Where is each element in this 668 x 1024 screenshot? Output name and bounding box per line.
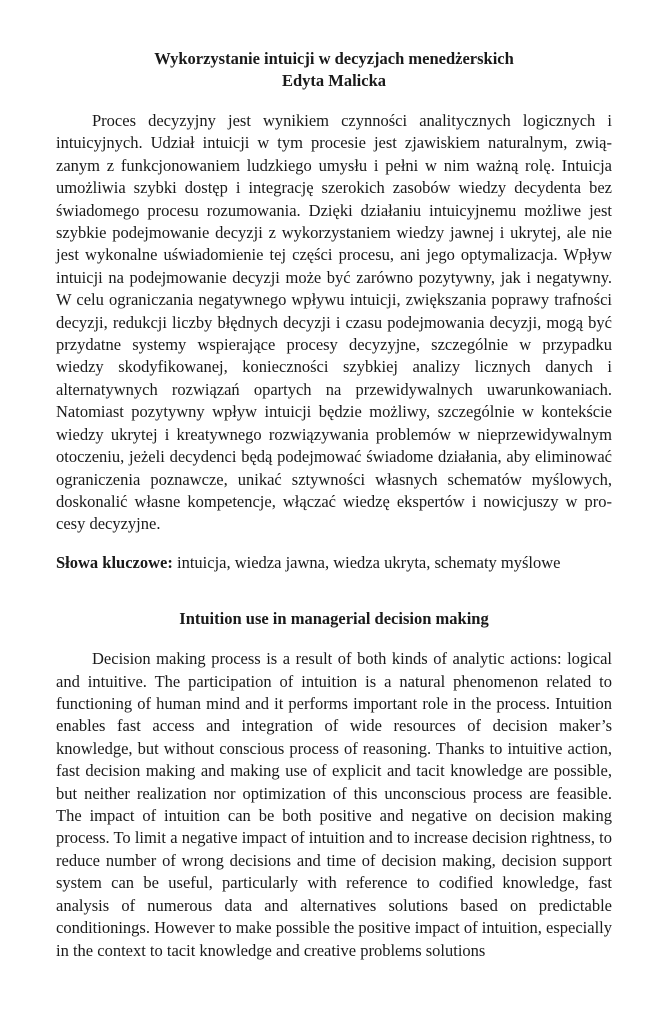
keywords-label: Słowa kluczowe: bbox=[56, 553, 173, 573]
paper-title-en: Intuition use in managerial decision making bbox=[179, 609, 489, 629]
paper-page bbox=[56, 48, 612, 978]
abstract-en: Decision making process is a result of both kinds of analytic actions: logical and intuitive. The participation of intuition is a natural phenomenon related to functioning of human mind and it performs important role in the process. Intuition enables fast access and integration of wide resources of decision maker’s knowledge, but without conscious process of reasoning. Thanks to intuitive action, fast decision making and making use of explicit and tacit knowledge are possible, but neither realization nor optimization of this unconscious process are feasible. The impact of intuition can be both positive and negative on decision making process. To limit a negative impact of intuition and to increase decision rightness, to reduce number of wrong decisions and time of decision making, decision support system can be useful, particularly with reference to codified knowledge, fast analysis of numerous data and alternatives solutions based on predictable conditionings. However to make possible the positive impact of intuition, especially in the context to tacit knowledge and creative problems solutions bbox=[56, 649, 612, 960]
abstract-pl: Proces decyzyjny jest wynikiem czynności analitycznych logicznych i intuicyjnych. Udział intuicji w tym procesie jest zjawiskiem naturalnym, związanym z funkcjonowaniem ludzkiego umysłu i pełni w nim ważną rolę. Intuicja umożliwia szybki dostęp i integrację szerokich zasobów wiedzy decydenta bez świadomego procesu rozumowania. Dzięki działaniu intuicyjnemu możliwe jest szybkie podejmowanie decyzji z wykorzystaniem wiedzy jawnej i ukrytej, ale nie jest wykonalne uświadomienie tej części procesu, ani jego optymalizacja. Wpływ intuicji na podejmowanie decyzji może być zarówno pozytywny, jak i negatywny. W celu ograniczania negatywnego wpływu intuicji, zwiększania poprawy trafności decyzji, redukcji liczby błędnych decyzji i czasu podejmowania decyzji, mogą być przydatne systemy wspierające procesy decyzyjne, szczególnie w przypadku wiedzy skodyfikowanej, konieczności szybkiej analizy licznych danych i alternatywnych rozwiązań opartych na przewidywalnych uwarunkowaniach. Natomiast pozytywny wpływ intuicji będzie możliwy, szczególnie w kontekście wiedzy ukrytej i kreatywnego rozwiązywania problemów w nieprzewidywalnym otoczeniu, jeżeli decydenci będą podejmować świadome działania, aby eliminować ograniczenia poznawcze, unikać sztywności własnych schematów myślowych, doskonalić własne kompetencje, włączać wiedzę ekspertów i nowicjuszy w pro- cesy decyzyjne. bbox=[56, 111, 612, 534]
author-name: Edyta Malicka bbox=[281, 71, 387, 90]
keywords-line bbox=[56, 552, 612, 574]
paper-title-pl: Wykorzystanie intuicji w decyzjach menedżerskich bbox=[154, 49, 514, 68]
keywords-text: intuicja, wiedza jawna, wiedza ukryta, schematy myślowe bbox=[172, 553, 561, 573]
title-block bbox=[56, 48, 612, 92]
